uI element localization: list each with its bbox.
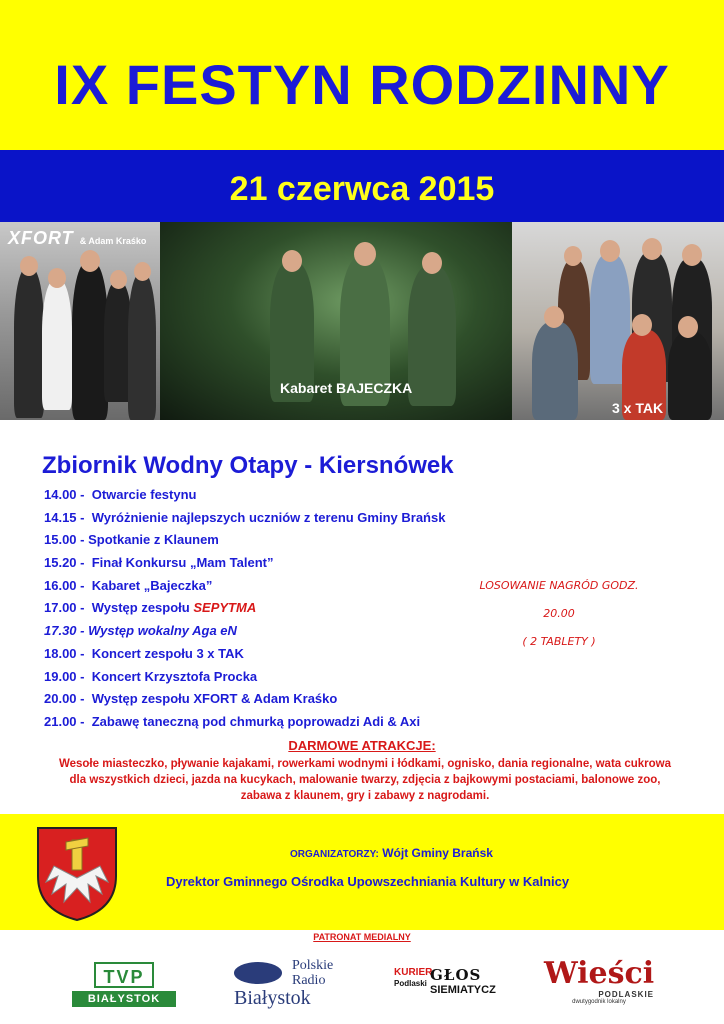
xfort-photo bbox=[0, 222, 160, 420]
kabaret-photo bbox=[160, 222, 512, 420]
performer-head bbox=[134, 262, 151, 281]
kurier-sub: Podlaski bbox=[394, 979, 427, 988]
wiesci-tagline: dwutygodnik lokalny bbox=[572, 999, 626, 1005]
schedule-time: 17.00 - bbox=[44, 600, 85, 616]
lottery-prize: ( 2 TABLETY ) bbox=[522, 635, 596, 648]
performer-figure bbox=[14, 268, 44, 418]
kurier-glos-logo bbox=[394, 966, 518, 1002]
siemiatycz-text: SIEMIATYCZ bbox=[430, 984, 496, 996]
schedule-item bbox=[44, 509, 445, 532]
performer-head bbox=[678, 316, 698, 338]
performer-head bbox=[642, 238, 662, 260]
schedule-time: 15.00 - bbox=[44, 532, 85, 548]
radio-line-3: Białystok bbox=[234, 987, 311, 1009]
schedule-text: Zabawę taneczną pod chmurką poprowadzi Adi & Axi bbox=[91, 713, 421, 729]
schedule-item bbox=[44, 577, 445, 600]
performer-head bbox=[682, 244, 702, 266]
tvp-logo-sub: BIAŁYSTOK bbox=[72, 991, 176, 1007]
organizer-line-1 bbox=[290, 846, 493, 860]
schedule-item bbox=[44, 645, 445, 668]
schedule-text: Koncert Krzysztofa Procka bbox=[91, 668, 258, 684]
lottery-note bbox=[464, 572, 654, 656]
performer-head bbox=[632, 314, 652, 336]
schedule-text: Występ wokalny Aga eN bbox=[88, 623, 237, 639]
organizer-1: Wójt Gminy Brańsk bbox=[382, 846, 493, 860]
wiesci-podlaskie-logo bbox=[544, 958, 654, 1008]
performer-head bbox=[110, 270, 127, 289]
xfort-logo-sub: & Adam Kraśko bbox=[79, 236, 147, 246]
performer-head bbox=[20, 256, 38, 276]
performer-head bbox=[354, 242, 376, 266]
schedule-text: Wyróżnienie najlepszych uczniów z terenu Gminy Brańsk bbox=[91, 509, 446, 525]
performer-figure bbox=[408, 266, 456, 406]
schedule-text: Kabaret „Bajeczka” bbox=[91, 577, 213, 593]
schedule-item bbox=[44, 554, 445, 577]
schedule-time: 18.00 - bbox=[44, 645, 85, 661]
performer-head bbox=[564, 246, 582, 266]
schedule-item bbox=[44, 599, 445, 622]
free-attractions-text: Wesołe miasteczko, pływanie kajakami, rowerkami wodnymi i łódkami, ognisko, dania regionalne, wata cukrowa dla wszystkich dzieci, jazda na kucykach, malowanie twarzy, zdjęcia z bajkowymi postaciami, balonowe zoo, zabawa z klaunem, gry i zabawy z nagrodami. bbox=[58, 758, 672, 802]
venue-title: Zbiornik Wodny Otapy - Kiersnówek bbox=[42, 452, 454, 479]
performer-figure bbox=[72, 262, 108, 420]
performer-figure bbox=[42, 280, 72, 410]
wiesci-text: Wieści bbox=[544, 956, 655, 991]
tak-caption: 3 x TAK bbox=[612, 400, 664, 416]
performer-head bbox=[80, 250, 100, 272]
xfort-logo bbox=[8, 228, 146, 249]
schedule-list bbox=[44, 486, 445, 736]
polskie-radio-logo bbox=[234, 958, 364, 1010]
schedule-item bbox=[44, 622, 445, 645]
schedule-item bbox=[44, 668, 445, 691]
performer-head bbox=[544, 306, 564, 328]
radio-line-1: Polskie bbox=[292, 958, 334, 973]
performer-head bbox=[600, 240, 620, 262]
photo-strip bbox=[0, 222, 724, 420]
organizers-label: ORGANIZATORZY: bbox=[290, 849, 379, 860]
tvp-logo-text: TVP bbox=[94, 962, 154, 988]
schedule-time: 17.30 - bbox=[44, 623, 85, 639]
lottery-line: LOSOWANIE NAGRÓD GODZ. 20.00 bbox=[479, 579, 639, 620]
schedule-item bbox=[44, 486, 445, 509]
schedule-highlight: SEPYTMA bbox=[193, 600, 257, 616]
coat-of-arms-icon bbox=[36, 826, 118, 922]
schedule-time: 19.00 - bbox=[44, 668, 85, 684]
schedule-time: 16.00 - bbox=[44, 577, 85, 593]
tak-photo bbox=[512, 222, 724, 420]
schedule-text: Występ zespołu bbox=[91, 600, 190, 616]
wiesci-sub: PODLASKIE bbox=[598, 990, 654, 999]
radio-line-2: Radio bbox=[292, 973, 326, 988]
tvp-bialystok-logo bbox=[72, 962, 176, 1010]
schedule-time: 21.00 - bbox=[44, 713, 85, 729]
media-patronage-title: PATRONAT MEDIALNY bbox=[313, 932, 411, 942]
kabaret-caption: Kabaret BAJECZKA bbox=[280, 380, 413, 396]
poster-title: IX FESTYN RODZINNY bbox=[54, 53, 670, 116]
free-attractions-title: DARMOWE ATRAKCJE: bbox=[288, 738, 436, 753]
performer-head bbox=[422, 252, 442, 274]
performer-figure bbox=[532, 322, 578, 420]
schedule-item bbox=[44, 690, 445, 713]
xfort-logo-text: XFORT bbox=[8, 228, 74, 248]
schedule-text: Finał Konkursu „Mam Talent” bbox=[91, 555, 274, 571]
kurier-text: KURIER bbox=[394, 967, 433, 978]
performer-figure bbox=[668, 332, 712, 420]
performer-head bbox=[48, 268, 66, 288]
organizer-2: Dyrektor Gminnego Ośrodka Upowszechniania Kultury w Kalnicy bbox=[166, 874, 570, 889]
schedule-text: Spotkanie z Klaunem bbox=[88, 532, 219, 548]
schedule-item bbox=[44, 531, 445, 554]
schedule-item bbox=[44, 713, 445, 736]
performer-figure bbox=[128, 274, 156, 420]
schedule-time: 14.00 - bbox=[44, 487, 85, 502]
event-date: 21 czerwca 2015 bbox=[229, 170, 495, 208]
performer-head bbox=[282, 250, 302, 272]
schedule-time: 20.00 - bbox=[44, 691, 85, 707]
schedule-text: Występ zespołu XFORT & Adam Kraśko bbox=[91, 691, 338, 707]
glos-text: GŁOS bbox=[430, 966, 482, 984]
radio-mark-icon bbox=[234, 962, 282, 984]
schedule-text: Koncert zespołu 3 x TAK bbox=[91, 645, 244, 661]
schedule-time: 14.15 - bbox=[44, 509, 85, 525]
schedule-time: 15.20 - bbox=[44, 555, 85, 571]
schedule-text: Otwarcie festynu bbox=[91, 487, 197, 502]
